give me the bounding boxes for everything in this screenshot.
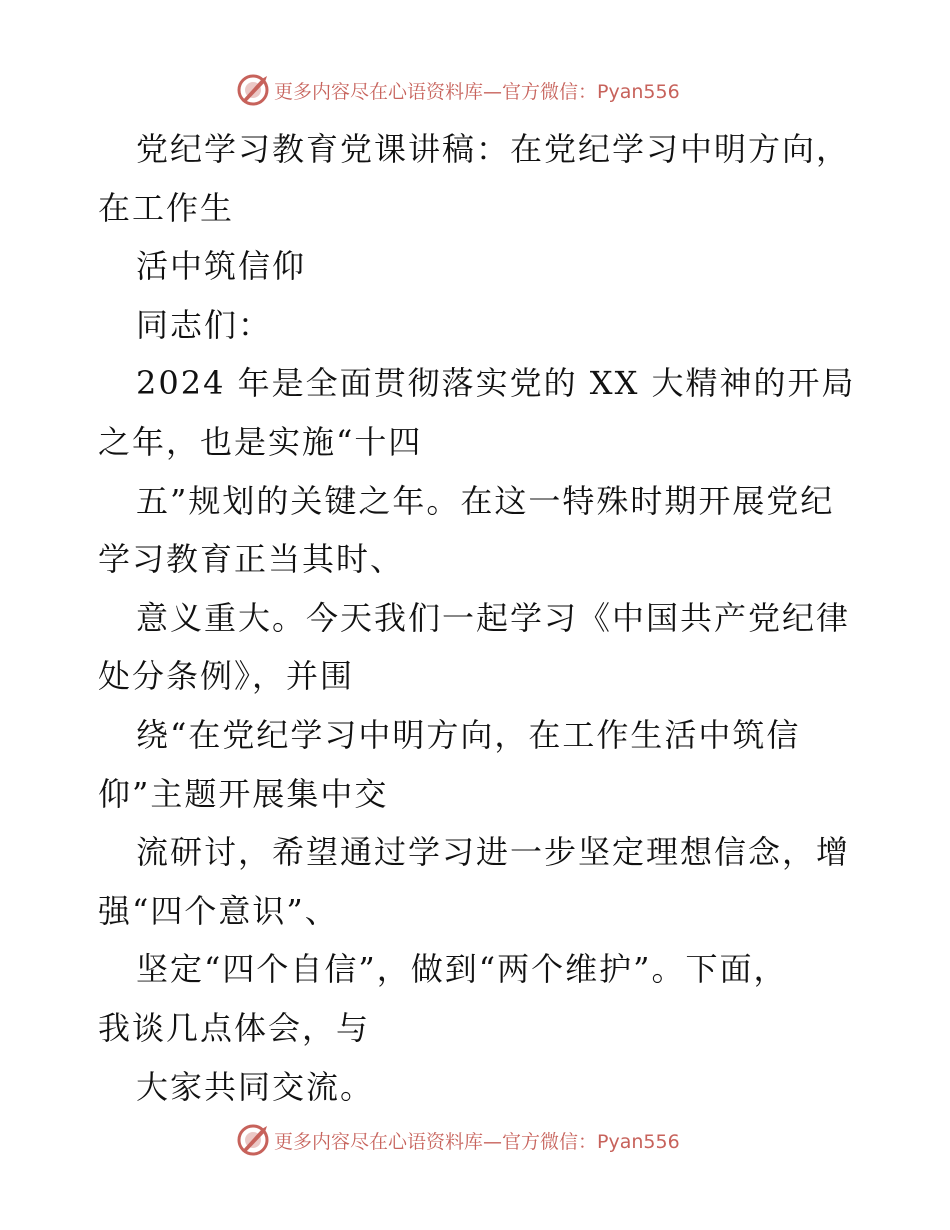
title-line-3: 活中筑信仰 [136,247,307,286]
paragraph-line: 坚定“四个自信”，做到“两个维护”。下面， [136,950,788,989]
paragraph-line: 学习教育正当其时、 [98,540,405,579]
paragraph-line: 处分条例》，并围 [98,657,355,696]
quill-seal-icon [236,1123,270,1157]
paragraph-line: 绕“在党纪学习中明方向，在工作生活中筑信 [136,715,801,754]
title-line-1: 党纪学习教育党课讲稿：在党纪学习中明方向， [136,130,851,168]
quill-seal-icon [236,73,270,107]
paragraph-line: 流研讨，希望通过学习进一步坚定理想信念，增 [136,833,851,872]
paragraph-line: 我谈几点体会，与 [98,1008,371,1047]
document-body [98,120,858,1116]
paragraph-line: 意义重大。今天我们一起学习《中国共产党纪律 [136,598,851,637]
title-line-2: 在工作生 [98,188,235,227]
footer-brand [236,1122,680,1158]
header-brand-text: 更多内容尽在心语资料库—官方微信：Pyan556 [274,80,680,103]
footer-brand-text: 更多内容尽在心语资料库—官方微信：Pyan556 [274,1130,680,1153]
header-brand [236,72,680,108]
paragraph-line: 之年，也是实施“十四 [98,422,423,461]
paragraph-line: 强“四个意识”、 [98,891,339,930]
paragraph-line: 五”规划的关键之年。在这一特殊时期开展党纪 [136,481,835,520]
paragraph-line: 大家共同交流。 [136,1067,375,1106]
salutation: 同志们： [136,305,273,344]
paragraph-line: 仰”主题开展集中交 [98,774,389,813]
paragraph-line: 2024 年是全面贯彻落实党的 XX 大精神的开局 [136,364,856,403]
